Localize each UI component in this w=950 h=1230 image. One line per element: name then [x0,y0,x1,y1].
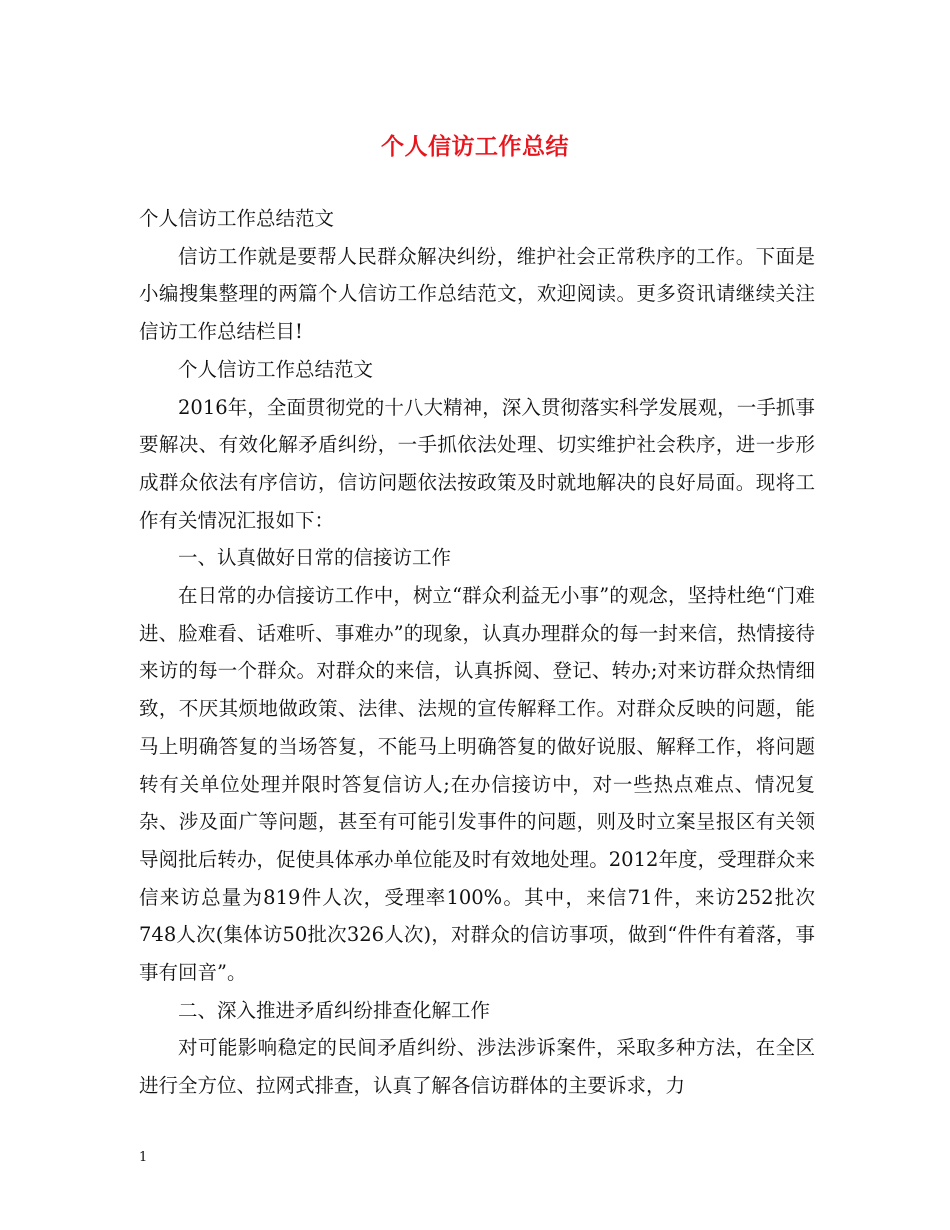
body-paragraph: 2016年，全面贯彻党的十八大精神，深入贯彻落实科学发展观，一手抓事要解决、有效化解矛盾纠纷，一手抓依法处理、切实维护社会秩序，进一步形成群众依法有序信访，信访问题依法按政策及时就地解决的良好局面。现将工作有关情况汇报如下： [139,395,815,532]
body-paragraph: 在日常的办信接访工作中，树立“群众利益无小事”的观念，坚持杜绝“门难进、脸难看、话难听、事难办”的现象，认真办理群众的每一封来信，热情接待来访的每一个群众。对群众的来信，认真拆阅、登记、转办;对来访群众热情细致，不厌其烦地做政策、法律、法规的宣传解释工作。对群众反映的问题，能马上明确答复的当场答复，不能马上明确答复的做好说服、解释工作，将问题转有关单位处理并限时答复信访人;在办信接访中，对一些热点难点、情况复杂、涉及面广等问题，甚至有可能引发事件的问题，则及时立案呈报区有关领导阅批后转办，促使具体承办单位能及时有效地处理。2012年度，受理群众来信来访总量为819件人次，受理率100%。其中，来信71件，来访252批次748人次(集体访50批次326人次)，对群众的信访事项，做到“件件有着落，事事有回音”。 [139,584,815,985]
page-number: 1 [139,1150,148,1165]
intro-paragraph: 信访工作就是要帮人民群众解决纠纷，维护社会正常秩序的工作。下面是小编搜集整理的两篇个人信访工作总结范文，欢迎阅读。更多资讯请继续关注信访工作总结栏目! [139,244,815,344]
section-heading: 一、认真做好日常的信接访工作 [178,546,452,570]
section-heading: 二、深入推进矛盾纠纷排查化解工作 [178,998,491,1022]
section-heading: 个人信访工作总结范文 [178,357,374,381]
document-title: 个人信访工作总结 [381,133,569,160]
body-paragraph: 对可能影响稳定的民间矛盾纠纷、涉法涉诉案件，采取多种方法，在全区进行全方位、拉网式排查，认真了解各信访群体的主要诉求，力 [139,1036,815,1098]
subtitle-paragraph: 个人信访工作总结范文 [139,207,335,230]
document-body [139,200,815,1105]
